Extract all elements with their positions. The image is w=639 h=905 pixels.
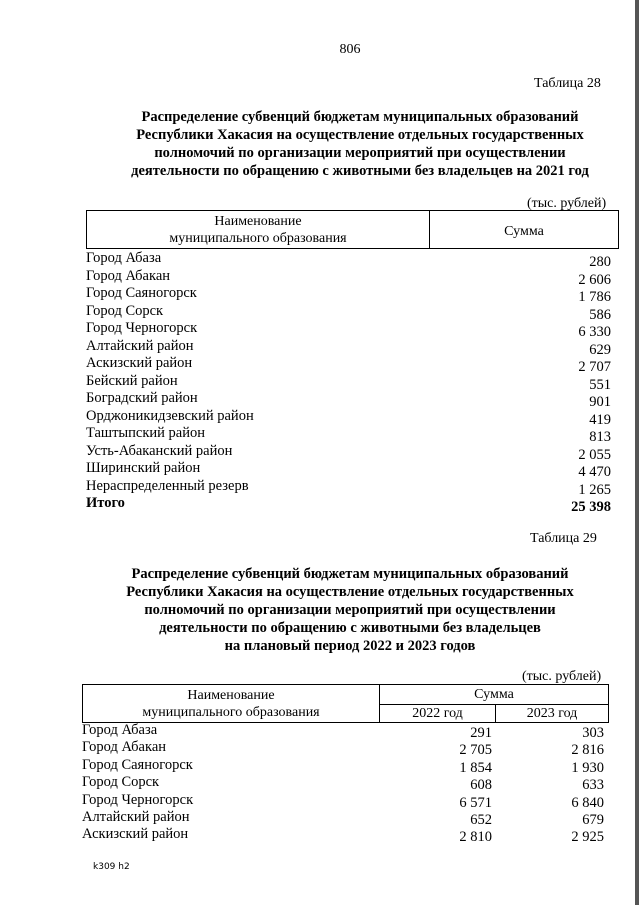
table-row: [86, 337, 619, 358]
table28-header: [86, 210, 619, 249]
total-row: [86, 495, 619, 515]
row-value: 2 606: [578, 271, 611, 288]
table29-label: Таблица 29: [530, 531, 597, 546]
table-row: [82, 809, 609, 826]
row-value-2022: 291: [470, 725, 492, 741]
table29-header: [82, 684, 609, 723]
table-row: [82, 774, 609, 794]
row-value: 6 330: [578, 324, 611, 340]
row-value-2023: 2 816: [571, 742, 604, 759]
footer-code: k309 h2: [93, 862, 130, 872]
row-value-2022: 608: [470, 777, 492, 794]
row-name: Город Саяногорск: [86, 285, 197, 301]
header-name-col: [87, 213, 429, 247]
row-value-2023: 303: [582, 725, 604, 741]
header-name-line2: муниципального образования: [142, 705, 320, 720]
table-row: [86, 302, 619, 323]
row-name: Усть-Абаканский район: [86, 442, 233, 459]
row-value-2023: 6 840: [571, 794, 604, 811]
table-row: [86, 285, 619, 305]
row-value-2022: 2 705: [459, 742, 492, 759]
total-value: 25 398: [571, 499, 611, 515]
table-row: [86, 442, 619, 463]
header-name-line1: Наименование: [187, 688, 275, 703]
table-row: [86, 355, 619, 375]
row-name: Ширинский район: [86, 460, 201, 476]
table29-title-line: Республики Хакасия на осуществление отдельных государственных: [126, 584, 574, 600]
table29-title-line: полномочий по организации мероприятий при осуществлении: [144, 602, 556, 618]
table29-title-line: деятельности по обращению с животными без владельцев: [159, 620, 541, 636]
row-name: Боградский район: [86, 390, 198, 406]
row-name: Город Абаза: [86, 250, 162, 266]
header-year-2022: 2022 год: [412, 706, 463, 721]
row-value: 2 707: [578, 359, 611, 375]
table28-title-line: Распределение субвенций бюджетам муниципальных образований: [141, 109, 579, 125]
table-row: [86, 407, 619, 428]
header-name-line2: муниципального образования: [169, 231, 347, 246]
row-name: Город Абаза: [82, 722, 158, 738]
row-name: Город Черногорск: [82, 791, 194, 808]
row-value: 280: [589, 254, 611, 270]
table-row: [86, 390, 619, 410]
table28-title-line: деятельности по обращению с животными без владельцев на 2021 год: [131, 163, 589, 179]
row-name: Аскизский район: [86, 355, 193, 371]
row-value: 629: [589, 341, 611, 358]
row-name: Город Саяногорск: [82, 756, 193, 773]
row-value-2022: 6 571: [459, 794, 492, 811]
row-value-2023: 679: [582, 812, 604, 828]
row-name: Город Абакан: [82, 739, 167, 756]
table-row: [86, 425, 619, 445]
row-value-2022: 1 854: [459, 759, 492, 776]
row-value: 586: [589, 306, 611, 323]
row-value: 813: [589, 429, 611, 445]
row-name: Нераспределенный резерв: [86, 477, 249, 494]
row-name: Орджоникидзевский район: [86, 407, 254, 424]
table-row: [82, 826, 609, 846]
row-name: Аскизский район: [82, 826, 189, 843]
row-value-2022: 652: [470, 812, 492, 828]
table-row: [82, 739, 609, 759]
table28-title-line: полномочий по организации мероприятий при осуществлении: [154, 145, 566, 161]
page-number: 806: [339, 42, 361, 57]
row-value-2022: 2 810: [459, 829, 492, 846]
row-value: 901: [589, 394, 611, 410]
row-value-2023: 1 930: [571, 759, 604, 776]
header-sum-col: Сумма: [474, 687, 514, 702]
table-row: [86, 320, 619, 340]
row-name: Бейский район: [86, 372, 178, 389]
table-row: [86, 250, 619, 270]
total-label: Итого: [86, 495, 125, 511]
row-value-2023: 2 925: [571, 829, 604, 846]
table28-title: [60, 108, 639, 180]
row-value: 2 055: [578, 446, 611, 463]
row-name: Город Сорск: [86, 302, 164, 319]
table28-unit: (тыс. рублей): [527, 196, 607, 211]
header-sum-col: Сумма: [504, 224, 544, 239]
table-row: [82, 722, 609, 739]
table29-title: [50, 565, 639, 655]
table-row: [86, 477, 619, 498]
table-row: [82, 757, 609, 774]
table28-label: Таблица 28: [534, 76, 601, 91]
row-value-2023: 633: [582, 777, 604, 794]
row-value: 1 265: [578, 481, 611, 498]
table-row: [86, 372, 619, 393]
header-year-2023: 2023 год: [526, 706, 578, 721]
table-row: [86, 267, 619, 288]
table29-title-line: на плановый период 2022 и 2023 годов: [224, 638, 476, 654]
row-name: Город Абакан: [86, 267, 171, 284]
row-value: 551: [589, 376, 611, 393]
row-name: Алтайский район: [86, 337, 194, 354]
row-name: Город Сорск: [82, 774, 160, 791]
row-value: 4 470: [578, 464, 611, 480]
row-name: Таштыпский район: [86, 425, 206, 441]
row-value: 1 786: [578, 289, 611, 305]
row-name: Алтайский район: [82, 809, 190, 825]
table-row: [86, 460, 619, 480]
header-name-line1: Наименование: [214, 214, 302, 229]
row-name: Город Черногорск: [86, 320, 198, 336]
table29-unit: (тыс. рублей): [522, 669, 602, 684]
header-name-col: [83, 687, 379, 721]
row-value: 419: [589, 411, 611, 428]
table-row: [82, 792, 609, 809]
table28-title-line: Республики Хакасия на осуществление отдельных государственных: [136, 127, 584, 143]
table29-title-line: Распределение субвенций бюджетам муниципальных образований: [131, 566, 569, 582]
